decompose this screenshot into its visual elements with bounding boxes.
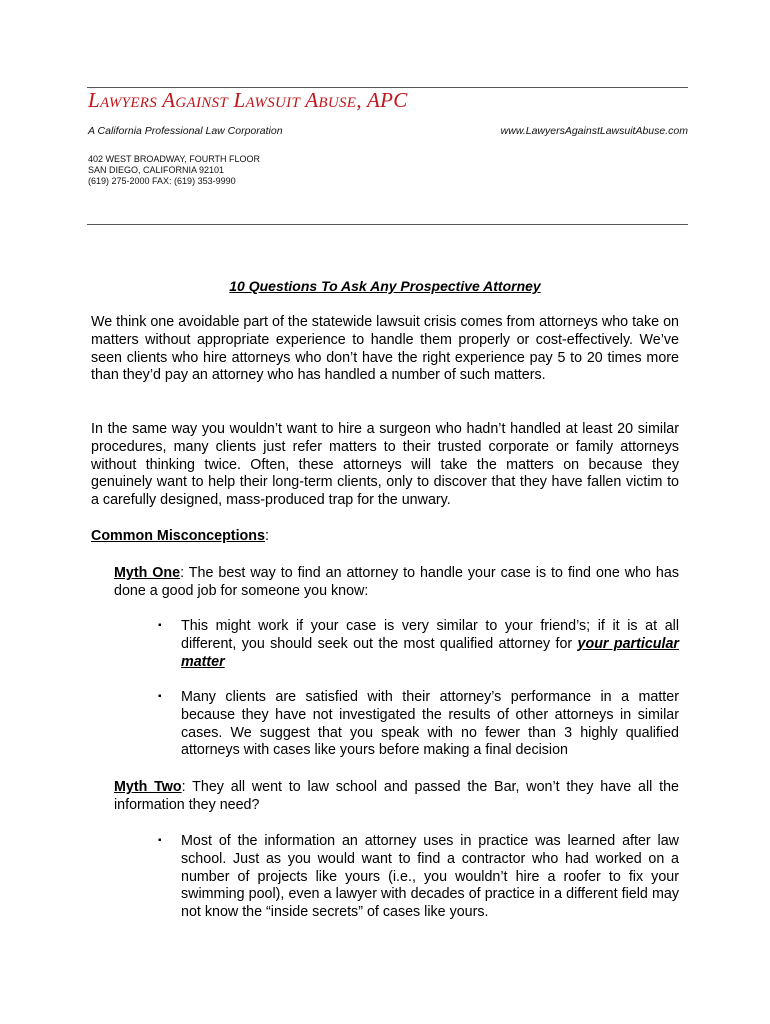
section-heading-colon: :	[264, 528, 269, 544]
tagline: A California Professional Law Corporation	[88, 125, 283, 137]
myth-one-bullet-1-text: This might work if your case is very similar to your friend’s; if it is at all different, you should seek out the most qualified attorney for	[181, 618, 679, 652]
myth-one-bullet-1-emphasis: your particular matter	[181, 635, 679, 670]
intro-paragraph-2: In the same way you wouldn’t want to hire a surgeon who hadn’t handled at least 20 similar procedures, many clients just refer matters to their trusted corporate or family attorneys without thinking twice. Often, these attorneys will take the matters on because they genuinely want to help their long-term clients, only to discover that they have fallen victim to a carefully designed, mass-produced trap for the unwary.	[91, 421, 679, 509]
address-block	[88, 154, 260, 187]
firm-name: Lawyers Against Lawsuit Abuse, APC	[88, 88, 408, 112]
letterhead-divider	[87, 224, 688, 225]
myth-one-text: : The best way to find an attorney to handle your case is to find one who has done a good job for someone you know:	[114, 565, 679, 599]
bullet-icon: ▪	[158, 691, 162, 702]
myth-one-label: Myth One	[114, 565, 181, 581]
address-line-1: 402 WEST BROADWAY, FOURTH FLOOR	[88, 154, 261, 164]
myth-two-label: Myth Two	[114, 779, 182, 795]
myth-two-bullet-1: Most of the information an attorney uses in practice was learned after law school. Just as you would want to find a contractor who had worked on a number of projects like yours (i.e., you wouldn’t hire a roofer to fix your swimming pool), even a lawyer with decades of practice in a different field may not know the “inside secrets” of cases like yours.	[181, 833, 679, 921]
bullet-icon: ▪	[158, 835, 162, 846]
section-heading-label: Common Misconceptions	[91, 528, 265, 544]
section-heading	[91, 528, 269, 544]
intro-paragraph-1: We think one avoidable part of the statewide lawsuit crisis comes from attorneys who take on matters without appropriate experience to handle them properly or cost-effectively. We’ve seen clients who hire attorneys who don’t have the right experience pay 5 to 20 times more than they’d pay an attorney who has handled a number of such matters.	[91, 314, 679, 384]
myth-two-text: : They all went to law school and passed the Bar, won’t they have all the information they need?	[114, 779, 679, 813]
document-title: 10 Questions To Ask Any Prospective Attorney	[229, 278, 541, 294]
myth-one	[114, 565, 679, 601]
phone-line: (619) 275-2000 FAX: (619) 353-9990	[88, 176, 236, 186]
myth-one-bullet-2: Many clients are satisfied with their attorney’s performance in a matter because they have not investigated the results of other attorneys in similar cases. We suggest that you speak with no fewer than 3 highly qualified attorneys with cases like yours before making a final decision	[181, 689, 679, 759]
myth-one-bullet-1	[181, 618, 679, 671]
bullet-icon: ▪	[158, 620, 162, 631]
myth-two	[114, 779, 679, 815]
address-line-2: SAN DIEGO, CALIFORNIA 92101	[88, 165, 225, 175]
website-link[interactable]: www.LawyersAgainstLawsuitAbuse.com	[500, 125, 688, 137]
